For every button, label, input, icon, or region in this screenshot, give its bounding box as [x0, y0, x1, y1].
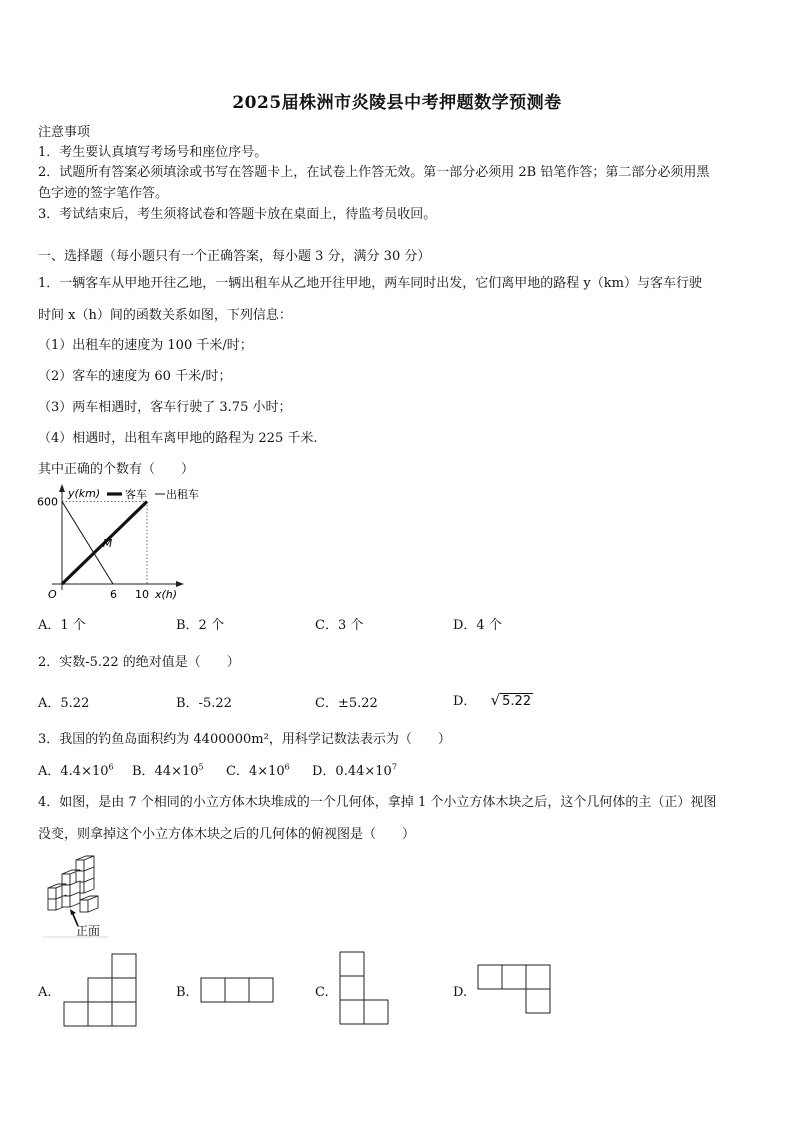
q2-option-b[interactable]: B．-5.22 [176, 696, 232, 711]
notice-item: 3．考试结束后，考生须将试卷和答题卡放在桌面上，待监考员收回。 [38, 207, 437, 222]
q2-option-d-radicand: 5.22 [502, 694, 532, 709]
x-tick-label: 6 [110, 588, 117, 601]
q4-option-c-label[interactable]: C. [315, 985, 329, 1000]
q3-option-c[interactable] [226, 760, 290, 779]
q3-option-c-label: C．4×10 [226, 764, 285, 779]
q3-option-b-exp: 5 [198, 762, 204, 772]
y-tick-label: 600 [37, 495, 58, 509]
q1-statement-2: （2）客车的速度为 60 千米/时； [38, 369, 232, 384]
q3-option-b-label: B．44×10 [132, 764, 199, 779]
q4-option-b-grid[interactable] [199, 977, 275, 1003]
q3-option-b[interactable] [132, 760, 204, 779]
section-heading: 一、选择题（每小题只有一个正确答案，每小题 3 分，满分 30 分） [38, 249, 431, 264]
x-axis-label: x(h) [155, 588, 178, 601]
q1-stem-line1: 1．一辆客车从甲地开往乙地，一辆出租车从乙地开往甲地，两车同时出发，它们离甲地的路程 y（km）与客车行驶 [38, 276, 702, 291]
q3-option-a-label: A．4.4×10 [38, 764, 109, 779]
q4-stem-line2: 没变，则拿掉这个小立方体木块之后的几何体的俯视图是（ ） [38, 827, 416, 842]
front-view-label: 正面 [76, 924, 101, 938]
notice-item: 色字迹的签字笔作答。 [38, 186, 169, 201]
x-axis-arrow [176, 581, 184, 587]
y-axis-arrow [59, 484, 65, 492]
x-tick-label: 10 [135, 588, 149, 601]
q1-distance-time-chart [35, 480, 235, 605]
q3-option-a[interactable] [38, 760, 114, 779]
q3-stem: 3．我国的钓鱼岛面积约为 4400000m²，用科学记数法表示为（ ） [38, 732, 451, 747]
q2-option-d-label: D． [453, 694, 477, 709]
q2-stem: 2．实数-5.22 的绝对值是（ ） [38, 655, 240, 670]
notice-heading: 注意事项 [38, 125, 91, 140]
q1-statement-1: （1）出租车的速度为 100 千米/时； [38, 338, 253, 353]
sqrt-symbol: √ [490, 691, 501, 709]
q3-option-c-exp: 6 [284, 762, 290, 772]
notice-item: 1．考生要认真填写考场号和座位序号。 [38, 145, 268, 160]
q4-option-a-label[interactable]: A. [38, 985, 52, 1000]
q3-option-d[interactable] [312, 760, 397, 779]
notice-item: 2．试题所有答案必须填涂或书写在答题卡上，在试卷上作答无效。第一部分必须用 2B 铅笔作答；第二部分必须用黑 [38, 165, 710, 180]
legend-taxi-label: 出租车 [166, 488, 199, 501]
q1-question: 其中正确的个数有（ ） [38, 462, 195, 477]
q4-stem-line1: 4．如图，是由 7 个相同的小立方体木块堆成的一个几何体，拿掉 1 个小立方体木块之后，这个几何体的主（正）视图 [38, 795, 717, 810]
q2-option-c[interactable]: C．±5.22 [315, 696, 378, 711]
q4-option-b-label[interactable]: B. [176, 985, 190, 1000]
q4-option-d-grid[interactable] [476, 964, 554, 1016]
q2-option-a[interactable]: A．5.22 [38, 696, 90, 711]
legend-bus-label: 客车 [125, 488, 147, 501]
q1-stem-line2: 时间 x（h）间的函数关系如图，下列信息： [38, 308, 292, 323]
q1-statement-4: （4）相遇时，出租车离甲地的路程为 225 千米. [38, 431, 318, 446]
q1-option-b[interactable]: B．2 个 [176, 618, 224, 633]
exam-title: 2025届株洲市炎陵县中考押题数学预测卷 [232, 93, 562, 113]
q1-statement-3: （3）两车相遇时，客车行驶了 3.75 小时； [38, 400, 292, 415]
origin-label: O [48, 588, 57, 601]
q4-option-c-grid[interactable] [338, 951, 390, 1027]
intersection-label: M [102, 536, 113, 550]
q1-option-a[interactable]: A．1 个 [38, 618, 86, 633]
q1-option-d[interactable]: D．4 个 [453, 618, 502, 633]
q3-option-d-label: D．0.44×10 [312, 764, 392, 779]
q1-option-c[interactable]: C．3 个 [315, 618, 364, 633]
q4-option-a-grid[interactable] [62, 953, 138, 1027]
q2-option-d[interactable] [453, 690, 533, 709]
q3-option-d-exp: 7 [391, 762, 397, 772]
y-axis-label: y(km) [68, 487, 101, 500]
q4-option-d-label[interactable]: D. [453, 985, 468, 1000]
q3-option-a-exp: 6 [108, 762, 114, 772]
